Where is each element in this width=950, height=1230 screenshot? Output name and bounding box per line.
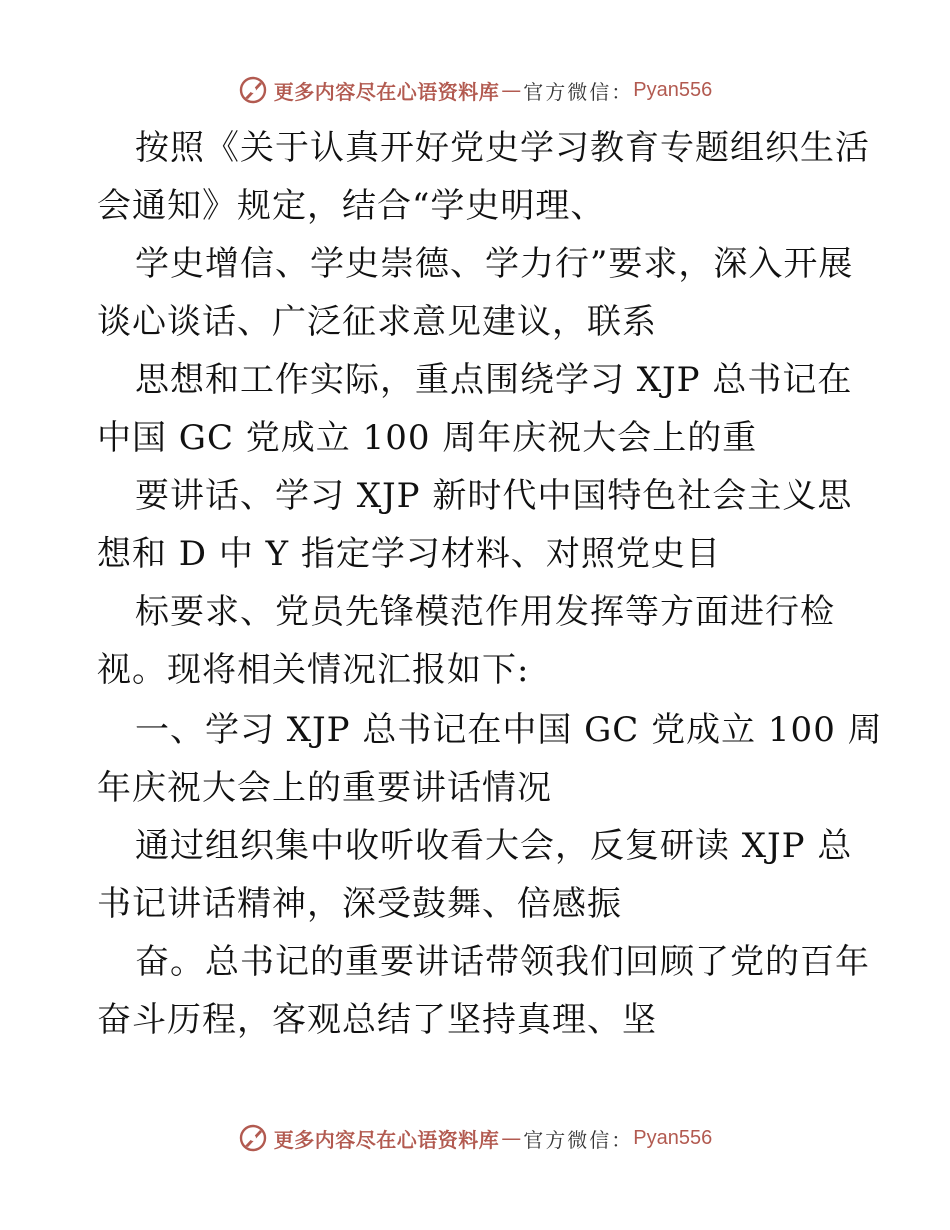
body-line: 学史增信、学史崇德、学力行”要求，深入开展 bbox=[135, 244, 854, 284]
body-line: 中国 GC 党成立 100 周年庆祝大会上的重 bbox=[97, 418, 758, 458]
banner-wechat-label: 官方微信： bbox=[523, 1127, 634, 1152]
header-banner bbox=[0, 70, 950, 110]
section-heading-line: 年庆祝大会上的重要讲话情况 bbox=[97, 768, 552, 808]
body-line: 想和 D 中 Y 指定学习材料、对照党史目 bbox=[97, 534, 721, 574]
quill-pen-logo-icon bbox=[238, 75, 268, 105]
banner-dash: — bbox=[501, 1126, 522, 1150]
banner-wechat-id: Pyan556 bbox=[633, 1126, 713, 1149]
body-line: 会通知》规定，结合“学史明理、 bbox=[97, 186, 606, 226]
body-line: 视。现将相关情况汇报如下: bbox=[97, 650, 530, 690]
body-line: 按照《关于认真开好党史学习教育专题组织生活 bbox=[135, 128, 870, 168]
body-line: 谈心谈话、广泛征求意见建议，联系 bbox=[97, 302, 657, 342]
quill-pen-logo-icon bbox=[238, 1123, 268, 1153]
body-line: 奋斗历程，客观总结了坚持真理、坚 bbox=[97, 1000, 657, 1040]
footer-banner bbox=[0, 1118, 950, 1158]
banner-site-name: 更多内容尽在心语资料库 bbox=[273, 79, 500, 104]
body-line: 要讲话、学习 XJP 新时代中国特色社会主义思 bbox=[135, 476, 853, 516]
body-line: 奋。总书记的重要讲话带领我们回顾了党的百年 bbox=[135, 942, 870, 982]
banner-wechat-label: 官方微信： bbox=[523, 79, 634, 104]
body-line: 标要求、党员先锋模范作用发挥等方面进行检 bbox=[135, 592, 835, 632]
body-line: 通过组织集中收听收看大会，反复研读 XJP 总 bbox=[135, 826, 853, 866]
section-heading-line: 一、学习 XJP 总书记在中国 GC 党成立 100 周 bbox=[135, 710, 883, 750]
banner-wechat-id: Pyan556 bbox=[633, 78, 713, 101]
banner-site-name: 更多内容尽在心语资料库 bbox=[273, 1127, 500, 1152]
body-line: 书记讲话精神，深受鼓舞、倍感振 bbox=[97, 884, 622, 924]
body-line: 思想和工作实际，重点围绕学习 XJP 总书记在 bbox=[135, 360, 853, 400]
banner-dash: — bbox=[501, 78, 522, 102]
